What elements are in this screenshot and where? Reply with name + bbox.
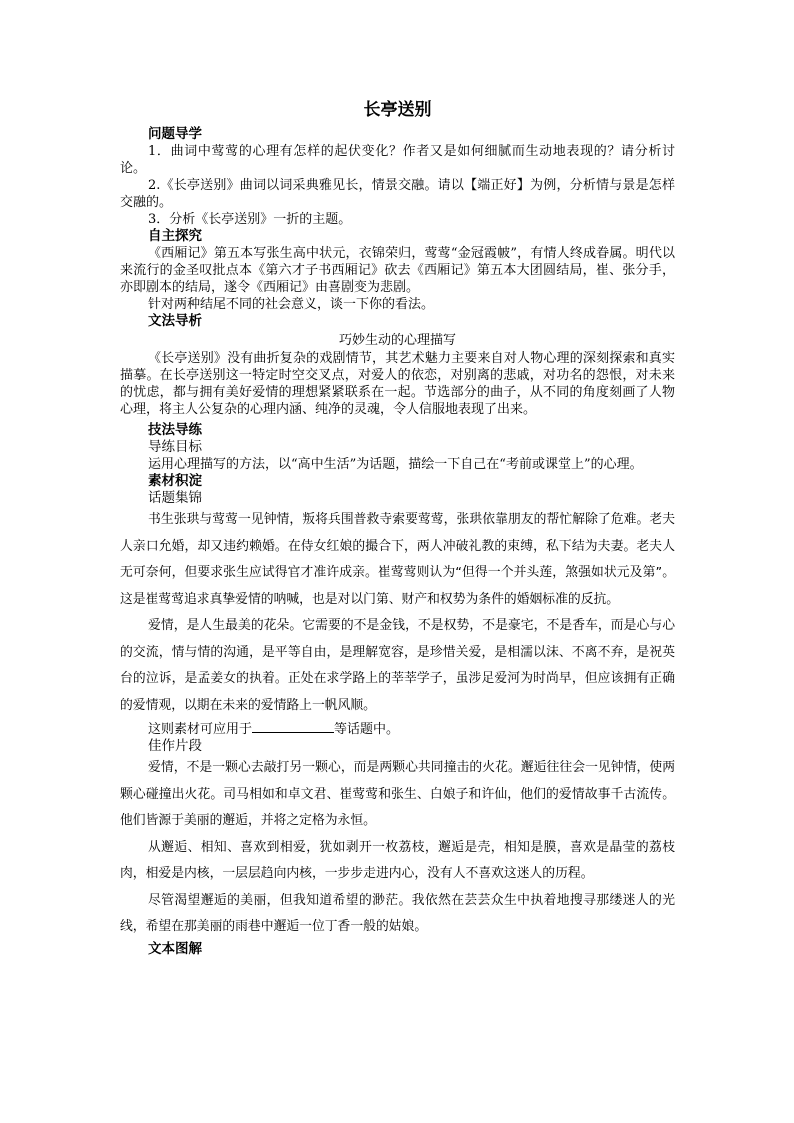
paragraph-excerpt-3: 尽管渴望邂逅的美丽，但我知道希望的渺茫。我依然在芸芸众生中执着地搜寻那缕迷人的光线，希望在那美丽的雨巷中邂逅一位丁香一般的姑娘。 [120,892,675,934]
section-subtitle-psychology: 巧妙生动的心理描写 [338,333,456,348]
paragraph-excerpt-1: 爱情，不是一颗心去敲打另一颗心，而是两颗心共同撞击的火花。邂逅往往会一见钟情，使两颗心碰撞出火花。司马相如和卓文君、崔莺莺和张生、白娘子和许仙，他们的爱情故事千古流传。他们皆源于美丽的邂逅，并将之定格为永恒。 [120,760,675,828]
question-3: 3．分析《长亭送别》一折的主题。 [148,212,352,227]
subheading-practice-goal: 导练目标 [148,439,202,455]
section-heading-wenben-tujie: 文本图解 [148,940,202,957]
subheading-excellent-excerpts: 佳作片段 [148,738,202,754]
paragraph-zhang-gong-story: 书生张珙与莺莺一见钟情，叛将兵围普救寺索要莺莺，张珙依靠朋友的帮忙解除了危难。老夫人亲口允婚，却又违约赖婚。在侍女红娘的撮合下，两人冲破礼教的束缚，私下结为夫妻。老夫人无可奈何，但要求张生应试得官才准许成亲。崔莺莺则认为“但得一个并头莲，煞强如状元及第”。这是崔莺莺追求真挚爱情的呐喊，也是对以门第、财产和权势为条件的婚姻标准的反抗。 [120,512,675,607]
section-heading-zizhu-tanjiu: 自主探究 [148,228,202,244]
paragraph-practice-task: 运用心理描写的方法，以“高中生活”为话题，描绘一下自己在“考前或课堂上”的心理。 [148,457,643,472]
paragraph-psychology-analysis: 《长亭送别》没有曲折复杂的戏剧情节，其艺术魅力主要来自对人物心理的深刻探索和真实描摹。在长亭送别这一特定时空交叉点，对爱人的依恋，对别离的悲戚，对功名的怨恨，对未来的忧虑，都与拥有美好爱情的理想紧紧联系在一起。节选部分的曲子，从不同的角度刻画了人物心理，将主人公复杂的心理内涵、纯净的灵魂，令人信服地表现了出来。 [120,351,675,417]
section-heading-sucai-jidian: 素材积淀 [148,473,202,489]
apply-suffix: 等话题中。 [334,722,400,737]
subheading-topic-collection: 话题集锦 [148,490,202,506]
apply-prefix: 这则素材可应用于 [148,722,253,737]
question-2: 2.《长亭送别》曲词以词采典雅见长，情景交融。请以【端正好】为例，分析情与景是怎样交融的。 [120,178,675,210]
fill-in-blank [252,719,334,733]
paragraph-excerpt-2: 从邂逅、相知、喜欢到相爱，犹如剥开一枚荔枝，邂逅是壳，相知是膜，喜欢是晶莹的荔枝肉，相爱是内核，一层层趋向内核，一步步走进内心，没有人不喜欢这迷人的历程。 [120,839,675,881]
document-page [120,95,675,958]
paragraph-xixiangji-ending: 《西厢记》第五本写张生高中状元，衣锦荣归，莺莺“金冠霞帔”，有情人终成眷属。明代以来流行的金圣叹批点本《第六才子书西厢记》砍去《西厢记》第五本大团圆结局，崔、张分手，亦即剧本的结局，遂令《西厢记》由喜剧变为悲剧。 [120,246,675,295]
section-heading-jifa-daolian: 技法导练 [148,422,202,438]
section-heading-wenti-daoxue: 问题导学 [148,126,202,142]
question-1: 1．曲词中莺莺的心理有怎样的起伏变化？作者又是如何细腻而生动地表现的？请分析讨论。 [120,144,675,176]
paragraph-love-essay: 爱情，是人生最美的花朵。它需要的不是金钱，不是权势，不是豪宅，不是香车，而是心与心的交流，情与情的沟通，是平等自由，是理解宽容，是珍惜关爱，是相濡以沫、不离不弃，是祝英台的泣诉，是孟姜女的执着。正处在求学路上的莘莘学子，虽涉足爱河为时尚早，但应该拥有正确的爱情观，以期在未来的爱情路上一帆风顺。 [120,618,675,713]
paragraph-discussion-prompt: 针对两种结尾不同的社会意义，谈一下你的看法。 [148,297,435,312]
section-heading-wenfa-daoxi: 文法导析 [148,313,202,329]
paragraph-apply-topic [120,719,675,738]
document-title: 长亭送别 [363,100,432,120]
